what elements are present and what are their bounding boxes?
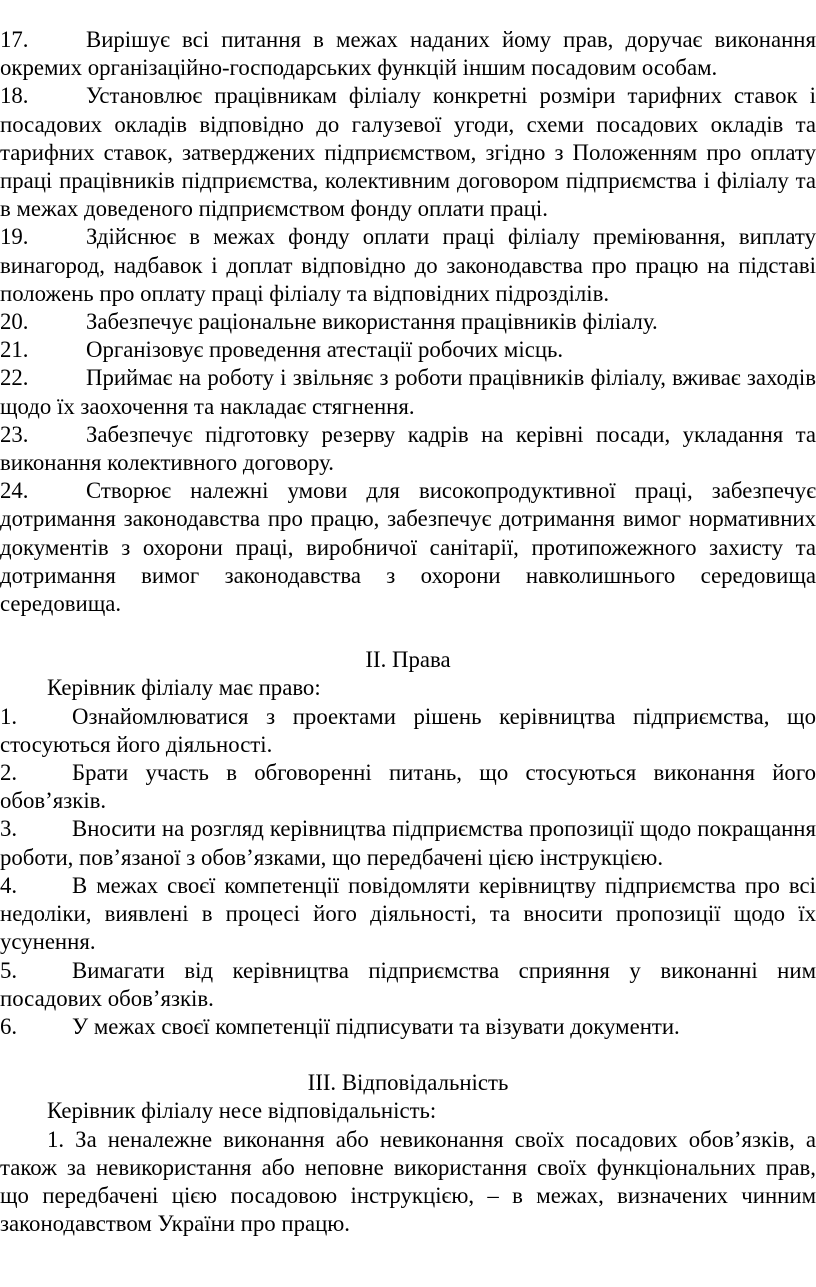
item-text: Вирішує всі питання в межах наданих йому прав, доручає виконання окремих організаційно-господарських функцій іншим посадовим особам. — [0, 27, 816, 81]
duty-item-20 — [0, 308, 816, 336]
rights-item-5 — [0, 957, 816, 1013]
item-number: 19. — [0, 224, 29, 250]
item-text: Вимагати від керівництва підприємства сприяння у виконанні ним посадових обов’язків. — [0, 957, 816, 1011]
section-heading-responsibility: III. Відповідальність — [307, 1070, 509, 1096]
item-number: 22. — [0, 365, 29, 391]
item-text: В межах своєї компетенції повідомляти керівництву підприємства про всі недоліки, виявлені в процесі його діяльності, та вносити пропозиції щодо їх усунення. — [0, 872, 816, 955]
item-text: Організовує проведення атестації робочих місць. — [86, 337, 564, 363]
duty-item-22 — [0, 364, 816, 420]
duty-item-24 — [0, 477, 816, 618]
item-text: Вносити на розгляд керівництва підприємства пропозиції щодо покращання роботи, пов’язаної з обов’язками, що передбачені цією інструкцією. — [0, 816, 816, 870]
responsibility-intro: Керівник філіалу несе відповідальність: — [47, 1098, 437, 1124]
section-heading-rights: II. Права — [365, 647, 451, 673]
item-text: Здійснює в межах фонду оплати праці філіалу преміювання, виплату винагород, надбавок і доплат відповідно до законодавства про працю на підставі положень про оплату праці філіалу та відповідних підрозділів. — [0, 224, 816, 306]
item-number: 21. — [0, 337, 29, 363]
item-text: Забезпечує підготовку резерву кадрів на керівні посади, укладання та виконання колективного договору. — [0, 421, 816, 476]
rights-item-4 — [0, 872, 816, 957]
item-number: 5. — [0, 957, 18, 983]
item-text: Забезпечує раціональне використання працівників філіалу. — [86, 309, 658, 335]
duty-item-17 — [0, 26, 816, 82]
item-number: 24. — [0, 478, 29, 504]
item-number: 1. — [0, 703, 18, 729]
duty-item-23 — [0, 421, 816, 477]
item-number: 6. — [0, 1013, 18, 1039]
item-text: У межах своєї компетенції підписувати та візувати документи. — [72, 1013, 680, 1039]
item-text: Установлює працівникам філіалу конкретні розміри тарифних ставок і посадових окладів відповідно до галузевої угоди, схеми посадових окладів та тарифних ставок, затверджених підприємством, згідно з Положенням про оплату праці працівників підприємства, колективним договором підприємства і філіалу та в межах доведеного підприємством фонду оплати праці. — [0, 83, 816, 222]
item-text: Створює належні умови для високопродуктивної праці, забезпечує дотримання законодавства про працю, забезпечує дотримання вимог нормативних документів з охорони праці, виробничої санітарії, протипожежного захисту та дотримання вимог законодавства з охорони навколишнього середовища середовища. — [0, 478, 816, 617]
rights-intro: Керівник філіалу має право: — [47, 675, 321, 701]
rights-item-3 — [0, 815, 816, 871]
item-text: Брати участь в обговоренні питань, що стосуються виконання його обов’язків. — [0, 760, 816, 814]
item-number: 3. — [0, 816, 18, 842]
rights-item-6 — [0, 1013, 816, 1041]
rights-item-2 — [0, 759, 816, 815]
duty-item-21 — [0, 336, 816, 364]
item-text: Ознайомлюватися з проектами рішень керівництва підприємства, що стосуються його діяльності. — [0, 703, 816, 757]
responsibility-item-1: 1. За неналежне виконання або невиконання своїх посадових обов’язків, а також за невикористання або неповне використання своїх функціональних прав, що передбачені цією посадовою інструкцією, – в межах, визначених чинним законодавством України про працю. — [0, 1126, 816, 1237]
item-number: 20. — [0, 309, 29, 335]
item-number: 2. — [0, 760, 18, 786]
section-spacer — [0, 1041, 816, 1069]
item-number: 4. — [0, 872, 18, 898]
item-number: 17. — [0, 27, 29, 52]
section-spacer — [0, 618, 816, 646]
duty-item-18 — [0, 82, 816, 223]
item-number: 18. — [0, 83, 29, 109]
item-text: Приймає на роботу і звільняє з роботи працівників філіалу, вживає заходів щодо їх заохочення та накладає стягнення. — [0, 365, 816, 419]
duty-item-19 — [0, 223, 816, 308]
rights-item-1 — [0, 703, 816, 759]
item-number: 23. — [0, 421, 29, 447]
document-page — [0, 26, 816, 1238]
